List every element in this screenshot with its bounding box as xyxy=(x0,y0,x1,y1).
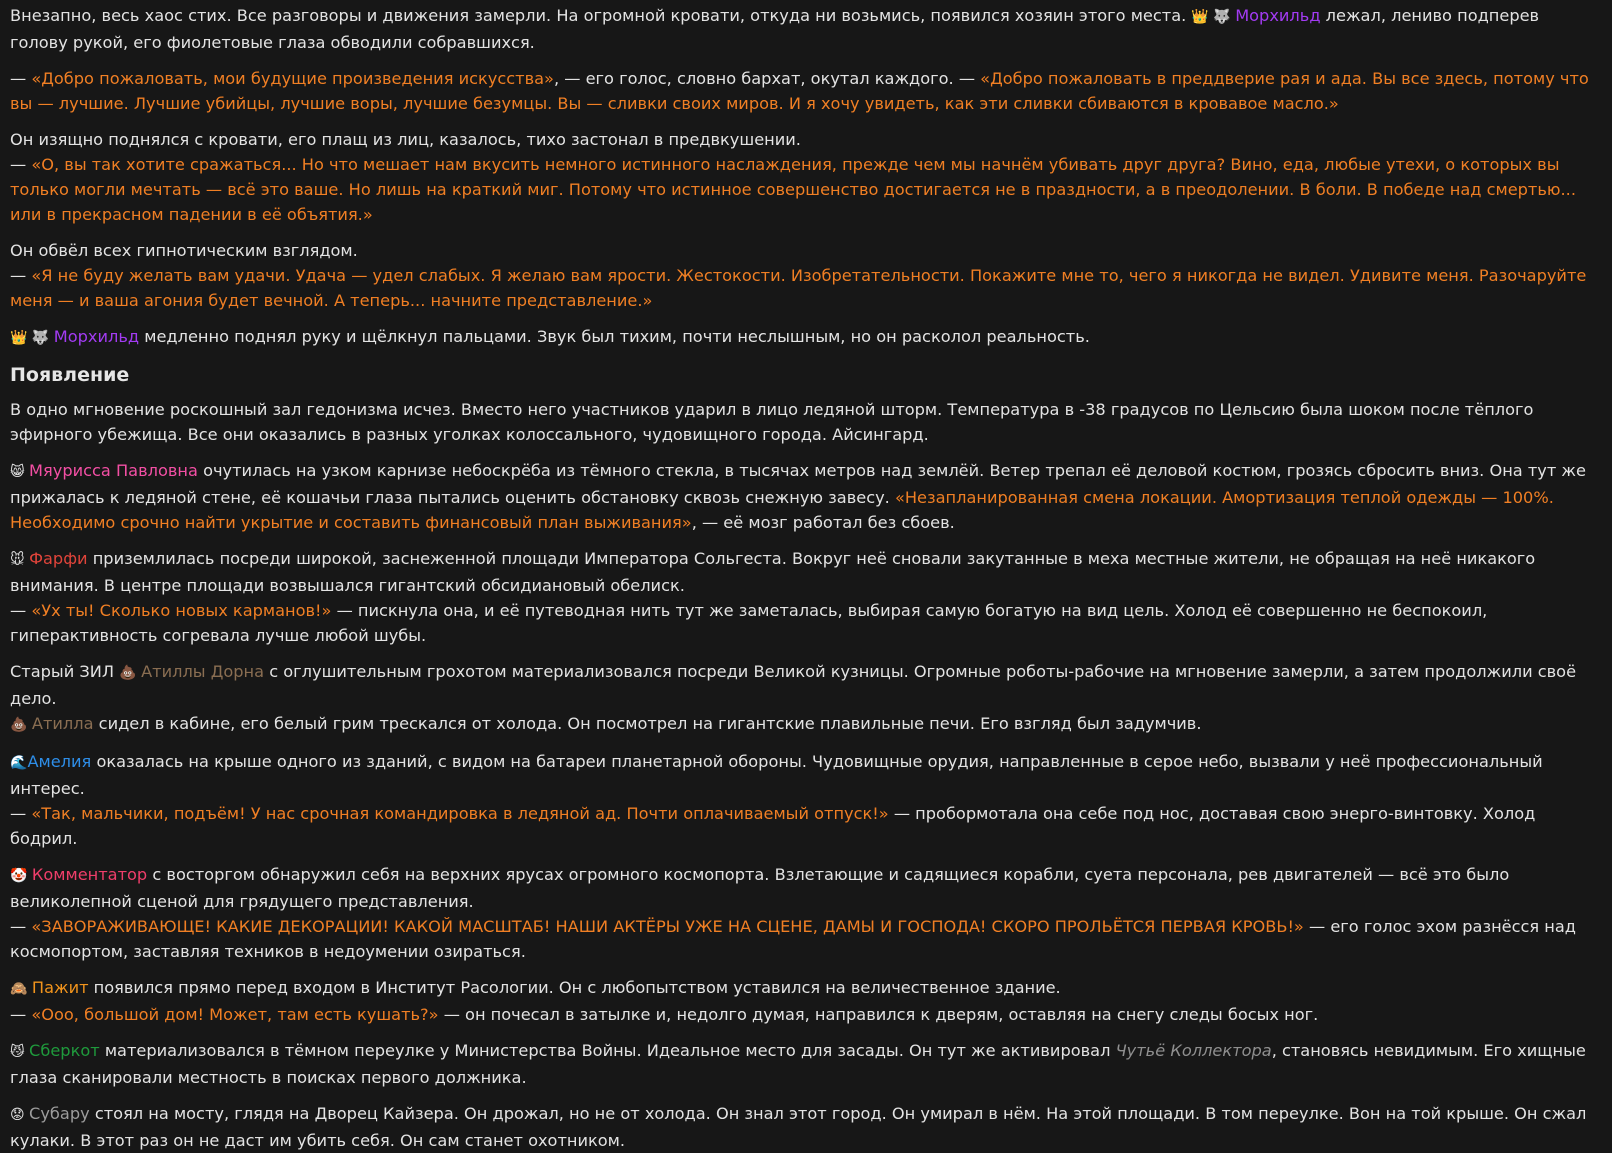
text-line xyxy=(10,1002,1602,1027)
character-name-amelia: Амелия xyxy=(27,752,92,771)
text-line xyxy=(10,3,1602,55)
character-name-commentator: Комментатор xyxy=(31,865,148,884)
dialogue-quote: «О, вы так хотите сражаться... Но что мешает нам вкусить немного истинного наслаждения, прежде чем мы начнём убивать друг друга? Вино, еда, любые утехи, о которых вы только могли мечтать — всё это ваше. Но лишь на краткий миг. Потому что истинное совершенство достигается не в праздности, а в преодолении. В боли. В победе над смертью... или в прекрасном падении в её объятия.» xyxy=(10,155,1576,224)
text-run: , — её мозг работал без сбоев. xyxy=(691,513,955,532)
paragraph-attila xyxy=(10,659,1602,738)
paragraph-pazhit xyxy=(10,975,1602,1027)
paragraph-snap xyxy=(10,324,1602,351)
text-line xyxy=(10,1038,1602,1090)
paragraph-welcome xyxy=(10,66,1602,116)
text-run: — xyxy=(10,155,32,174)
text-run: — xyxy=(10,804,32,823)
text-run: Он изящно поднялся с кровати, его плащ из лиц, казалось, тихо застонал в предвкушении. xyxy=(10,130,801,149)
text-run: — xyxy=(10,266,32,285)
dialogue-quote: «Ооо, большой дом! Может, там есть кушать?» xyxy=(31,1005,439,1024)
paragraph-commentator xyxy=(10,862,1602,964)
dialogue-quote: «Так, мальчики, подъём! У нас срочная командировка в ледяной ад. Почти оплачиваемый отпуск!» xyxy=(31,804,889,823)
text-run: медленно поднял руку и щёлкнул пальцами. Звук был тихим, почти неслышным, но он расколол реальность. xyxy=(139,327,1090,346)
text-run: Старый ЗИЛ xyxy=(10,662,120,681)
text-run: появился прямо перед входом в Институт Расологии. Он с любопытством уставился на величественное здание. xyxy=(88,978,1061,997)
character-name-attila-dorn: Атиллы Дорна xyxy=(141,662,265,681)
emoji-icon: 👑 🐺 xyxy=(1191,9,1236,25)
emoji-icon: 🙈 xyxy=(10,981,32,997)
text-line xyxy=(10,659,1602,711)
text-line xyxy=(10,975,1602,1002)
paragraph-rise xyxy=(10,127,1602,227)
text-line xyxy=(10,1101,1602,1153)
text-line xyxy=(10,862,1602,914)
emoji-icon: 👑 🐺 xyxy=(10,330,54,346)
text-line xyxy=(10,127,1602,152)
text-run: — пробормотала она себе под нос, доставая свою энерго-винтовку. Холод бодрил. xyxy=(10,804,1536,848)
emoji-icon: 😟 xyxy=(10,1107,30,1123)
text-run: приземлилась посреди широкой, заснеженной площади Императора Сольгеста. Вокруг неё сновали закутанные в меха местные жители, не обращая на неё никакого внимания. В центре площади возвышался гигантский обсидиановый обелиск. xyxy=(10,549,1536,595)
text-run: — он почесал в затылке и, недолго думая, направился к дверям, оставляя на снегу следы босых ног. xyxy=(438,1005,1319,1024)
text-line xyxy=(10,458,1602,535)
text-run: Внезапно, весь хаос стих. Все разговоры и движения замерли. На огромной кровати, откуда ни возьмись, появился хозяин этого места. xyxy=(10,6,1192,25)
text-run: В одно мгновение роскошный зал гедонизма исчез. Вместо него участников ударил в лицо ледяной шторм. Температура в -38 градусов по Цельсию была шоком после тёплого эфирного убежища. Все они оказались в разных уголках колоссального, чудовищного города. Айсингард. xyxy=(10,400,1534,444)
paragraph-intro xyxy=(10,3,1602,55)
text-run: с восторгом обнаружил себя на верхних ярусах огромного космопорта. Взлетающие и садящиеся корабли, суета персонала, рев двигателей — всё это было великолепной сценой для грядущего представления. xyxy=(10,865,1510,911)
text-line xyxy=(10,152,1602,227)
text-run: Он обвёл всех гипнотическим взглядом. xyxy=(10,241,358,260)
emoji-icon: 🤡 xyxy=(10,868,32,884)
text-line xyxy=(10,238,1602,263)
text-run: — его голос эхом разнёсся над космопортом, заставляя техников в недоумении озираться. xyxy=(10,917,1576,961)
dialogue-quote: «Незапланированная смена локации. Амортизация теплой одежды — 100%. Необходимо срочно найти укрытие и составить финансовый план выживания» xyxy=(10,488,1554,532)
emoji-icon: 🌊 xyxy=(10,755,28,771)
dialogue-quote: «Я не буду желать вам удачи. Удача — удел слабых. Я желаю вам ярости. Жестокости. Изобретательности. Покажите мне то, чего я никогда не видел. Удивите меня. Разочаруйте меня — и ваша агония будет вечной. А теперь... начните представление.» xyxy=(10,266,1587,310)
text-line xyxy=(10,397,1602,447)
text-line xyxy=(10,66,1602,116)
text-line xyxy=(10,749,1602,801)
text-run: — xyxy=(10,1005,32,1024)
text-run: оказалась на крыше одного из зданий, с видом на батареи планетарной обороны. Чудовищные орудия, направленные в серое небо, вызвали у неё профессиональный интерес. xyxy=(10,752,1543,798)
paragraph-sberkot xyxy=(10,1038,1602,1090)
paragraph-amelia xyxy=(10,749,1602,851)
text-run: , становясь невидимым. Его хищные глаза сканировали местность в поисках первого должника. xyxy=(10,1041,1586,1087)
text-line xyxy=(10,263,1602,313)
emoji-icon: 💩 xyxy=(10,717,32,733)
text-run: — пискнула она, и её путеводная нить тут же заметалась, выбирая самую богатую на вид цель. Холод её совершенно не беспокоил, гиперактивность согревала лучше любой шубы. xyxy=(10,601,1488,645)
character-name-farfi: Фарфи xyxy=(29,549,88,568)
text-run: очутилась на узком карнизе небоскрёба из тёмного стекла, в тысячах метров над землёй. Ветер трепал её деловой костюм, грозясь сбросить вниз. Она тут же прижалась к ледяной стене, её кошачьи глаза пытались оценить обстановку сквозь снежную завесу. xyxy=(10,461,1586,507)
emoji-icon: 🐭 xyxy=(10,552,30,568)
section-heading-appearance: Появление xyxy=(10,364,130,386)
text-run: лежал, лениво подперев голову рукой, его фиолетовые глаза обводили собравшихся. xyxy=(10,6,1540,52)
text-line xyxy=(10,711,1602,738)
dialogue-quote: «Добро пожаловать в преддверие рая и ада. Вы все здесь, потому что вы — лучшие. Лучшие убийцы, лучшие воры, лучшие безумцы. Вы — сливки своих миров. И я хочу увидеть, как эти сливки сбиваются в кровавое масло.» xyxy=(10,69,1589,113)
emoji-icon: 💩 xyxy=(119,665,142,681)
paragraph-storm xyxy=(10,397,1602,447)
character-name-pazhit: Пажит xyxy=(31,978,89,997)
paragraph-gaze xyxy=(10,238,1602,313)
dialogue-quote: «Добро пожаловать, мои будущие произведения искусства» xyxy=(31,69,554,88)
paragraph-farfi xyxy=(10,546,1602,648)
character-name-attila: Атилла xyxy=(31,714,94,733)
ability-name: Чутьё Коллектора xyxy=(1115,1041,1272,1060)
emoji-icon: 😸 xyxy=(10,464,30,480)
text-run: стоял на мосту, глядя на Дворец Кайзера. Он дрожал, но не от холода. Он знал этот город. Он умирал в нём. На этой площади. В том переулке. Вон на той крыше. Он сжал кулаки. В этот раз он не даст им убить себя. Он сам станет охотником. xyxy=(10,1104,1587,1150)
dialogue-quote: «Ух ты! Сколько новых карманов!» xyxy=(31,601,332,620)
dialogue-quote: «ЗАВОРАЖИВАЮЩЕ! КАКИЕ ДЕКОРАЦИИ! КАКОЙ МАСШТАБ! НАШИ АКТЁРЫ УЖЕ НА СЦЕНЕ, ДАМЫ И ГОСПОДА! СКОРО ПРОЛЬЁТСЯ ПЕРВАЯ КРОВЬ!» xyxy=(31,917,1304,936)
character-name-sberkot: Сберкот xyxy=(29,1041,100,1060)
paragraph-maurissa xyxy=(10,458,1602,535)
character-name-subaru: Субару xyxy=(29,1104,90,1123)
emoji-icon: 😼 xyxy=(10,1044,30,1060)
text-run: — xyxy=(10,69,32,88)
text-run: , — его голос, словно бархат, окутал каждого. — xyxy=(553,69,981,88)
text-line xyxy=(10,324,1602,351)
character-name-morhild: Морхильд xyxy=(53,327,140,346)
paragraph-subaru xyxy=(10,1101,1602,1153)
text-run: с оглушительным грохотом материализовался посреди Великой кузницы. Огромные роботы-рабочие на мгновение замерли, а затем продолжили своё дело. xyxy=(10,662,1577,708)
text-run: материализовался в тёмном переулке у Министерства Войны. Идеальное место для засады. Он тут же активировал xyxy=(99,1041,1116,1060)
text-run: сидел в кабине, его белый грим трескался от холода. Он посмотрел на гигантские плавильные печи. Его взгляд был задумчив. xyxy=(93,714,1202,733)
text-run: — xyxy=(10,601,32,620)
text-line xyxy=(10,546,1602,598)
character-name-morhild: Морхильд xyxy=(1235,6,1321,25)
text-line xyxy=(10,598,1602,648)
character-name-maurissa: Мяурисса Павловна xyxy=(29,461,198,480)
text-line xyxy=(10,801,1602,851)
text-run: — xyxy=(10,917,32,936)
text-line xyxy=(10,914,1602,964)
